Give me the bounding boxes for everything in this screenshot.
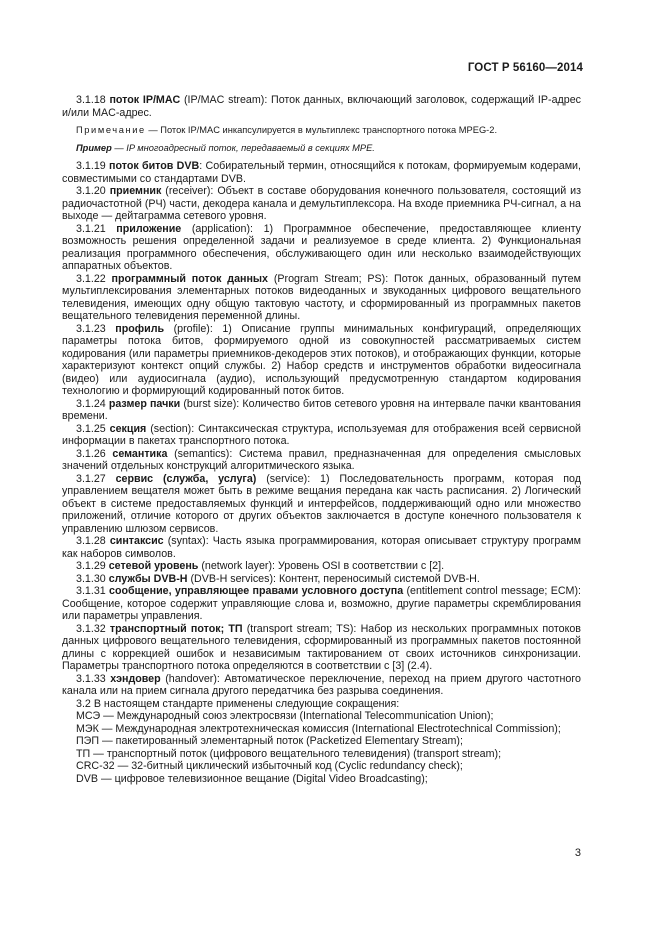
definition-number: 3.1.32 xyxy=(76,622,106,635)
definition-3-1-20 xyxy=(62,185,581,223)
definition-number: 3.1.20 xyxy=(76,185,106,197)
definition-number: 3.1.30 xyxy=(76,572,106,585)
note xyxy=(62,125,581,137)
abbreviations-intro: 3.2 В настоящем стандарте применены следующие сокращения: xyxy=(76,697,400,710)
definition-3-1-33 xyxy=(62,673,581,698)
document-body xyxy=(62,94,581,785)
definition-term: программный поток данных xyxy=(111,272,268,285)
definition-term: сообщение, управляющее правами условного доступа xyxy=(109,585,404,597)
definition-text: (handover): Автоматическое переключение, переход на прием другого частотного канала или на прием сигнала другого передатчика без разрыва соединения. xyxy=(62,672,581,697)
definition-3-1-26 xyxy=(62,448,581,473)
abbreviation-item: DVB — цифровое телевизионное вещание (Digital Video Broadcasting); xyxy=(76,772,428,785)
definition-text: (DVB-H services): Контент, переносимый системой DVB-H. xyxy=(187,572,480,585)
definition-3-1-28 xyxy=(62,535,581,560)
definition-number: 3.1.24 xyxy=(76,397,106,410)
example-label: Пример xyxy=(76,142,112,153)
note-label: Примечание xyxy=(76,125,146,135)
definition-number: 3.1.25 xyxy=(76,422,106,435)
definition-3-1-29 xyxy=(62,560,581,573)
definition-term: сервис (служба, услуга) xyxy=(115,472,257,485)
definition-text: (transport stream; TS): Набор из нескольких программных потоков данных цифрового вещательного телевидения, сформированный из программных пакетов постоянной длины с коррекцией ошибок и независимым тактированием от своих источников синхронизации. Параметры транспортного потока определяются в соответствии с [3] (2.4). xyxy=(62,622,581,672)
definition-number: 3.1.26 xyxy=(76,447,106,460)
definition-term: приложение xyxy=(116,222,182,235)
definition-term: приемник xyxy=(109,185,162,197)
definition-text: (network layer): Уровень OSI в соответствии с [2]. xyxy=(198,560,445,572)
definition-3-1-30 xyxy=(62,573,581,586)
definition-term: семантика xyxy=(112,447,168,460)
definition-3-1-18 xyxy=(62,94,581,119)
definition-text: (syntax): Часть языка программирования, которая описывает структуру программ как наборов символов. xyxy=(62,535,581,560)
example xyxy=(62,143,581,155)
definition-3-1-22 xyxy=(62,273,581,323)
definition-number: 3.1.22 xyxy=(76,272,106,285)
definition-number: 3.1.29 xyxy=(76,560,106,572)
definition-text: (burst size): Количество битов сетевого уровня на интервале пачки квантования времени. xyxy=(62,397,581,422)
definition-text: (receiver): Объект в составе оборудования конечного пользователя, состоящий из радиочастотной (РЧ) части, декодера канала и демультиплексора. На входе приемника РЧ-сигнал, а на выходе — дейтаграмма сетевого уровня. xyxy=(62,185,581,222)
definition-text: (IP/MAC stream): Поток данных, включающий заголовок, содержащий IP-адрес и/или MAC-адрес. xyxy=(62,94,581,119)
definition-term: поток битов DVB xyxy=(109,160,200,172)
definition-term: секция xyxy=(109,422,147,435)
definition-3-1-24 xyxy=(62,398,581,423)
definition-text: : Собирательный термин, относящийся к потокам, формируемым кодерами, совместимыми со стандартами DVB. xyxy=(62,160,581,185)
abbreviations-list xyxy=(62,710,581,785)
definition-text: (Program Stream; PS): Поток данных, образованный путем мультиплексирования элементарных потоков видеоданных и звукоданных цифрового вещательного телевидения, имеющих одну общую тактовую частоту, и сформированный из программных пакетов вещательного телевидения переменной длины. xyxy=(62,272,581,322)
definition-3-1-25 xyxy=(62,423,581,448)
definition-number: 3.1.31 xyxy=(76,585,106,597)
definition-3-1-27 xyxy=(62,473,581,536)
definition-term: службы DVB-H xyxy=(108,572,188,585)
definition-3-1-21 xyxy=(62,223,581,273)
definition-text: (entitlement control message; ECM): Сообщение, которое содержит управляющие слова и, возможно, другие параметры скремблирования или параметры управления. xyxy=(62,585,581,622)
definition-text: (service): 1) Последовательность программ, которая под управлением вещателя может быть в режиме вещания передана как часть расписания. 2) Логический объект в системе предоставляемых функций и интерфейсов, поддерживающий одно или множество приложений, отличие которого от других объектов заключается в доступе конечного пользователя к управлению шлюзом сервисов. xyxy=(62,472,581,535)
definition-term: размер пачки xyxy=(108,397,181,410)
definition-text: (profile): 1) Описание группы минимальных конфигураций, определяющих параметры потока битов, формируемого одной из совокупностей рассматриваемых систем кодирования (или параметры приемников-декодеров этих потоков), и отображающих функции, которые характеризуют контекст опций службы. 2) Набор средств и инструментов обработки видеосигнала (видео) или аудиосигнала (аудио), использующий предусмотренную стандартом кодирования технологию и формирующий кодированный поток битов. xyxy=(62,322,581,397)
abbreviation-item: ТП — транспортный поток (цифрового вещательного телевидения) (transport stream); xyxy=(76,747,502,760)
definition-number: 3.1.23 xyxy=(76,322,106,335)
definition-number: 3.1.18 xyxy=(76,94,106,106)
abbreviation-item: CRC-32 — 32-битный циклический избыточный код (Cyclic redundancy check); xyxy=(76,760,463,772)
abbreviation-item: МСЭ — Международный союз электросвязи (International Telecommunication Union); xyxy=(76,710,494,722)
definition-number: 3.1.28 xyxy=(76,535,106,547)
abbreviation-item: МЭК — Международная электротехническая комиссия (International Electrotechnical Commission); xyxy=(76,722,561,735)
definition-number: 3.1.33 xyxy=(76,672,106,685)
page-number: 3 xyxy=(574,847,581,859)
definition-term: поток IP/MAC xyxy=(109,94,181,106)
definition-term: профиль xyxy=(115,322,165,335)
definition-3-1-32 xyxy=(62,623,581,673)
definition-text: (section): Синтаксическая структура, используемая для отображения всей сервисной информации в пакетах транспортного потока. xyxy=(62,422,581,447)
definition-3-1-19 xyxy=(62,160,581,185)
definition-term: хэндовер xyxy=(110,672,161,685)
definition-term: сетевой уровень xyxy=(108,560,199,572)
definition-text: (application): 1) Программное обеспечение, предоставляющее клиенту возможность решения определенной задачи и реализуемое в среде клиента. 2) Функциональная реализация программного обеспечения, обслуживающего один или несколько взаимодействующих аппаратных объектов. xyxy=(62,222,581,272)
note-text: — Поток IP/MAC инкапсулируется в мультиплекс транспортного потока MPEG-2. xyxy=(145,125,498,135)
definition-3-1-31 xyxy=(62,585,581,623)
definition-text: (semantics): Система правил, предназначенная для определения смысловых значений отдельных конструкций алгоритмического языка. xyxy=(62,447,581,472)
document-header: ГОСТ Р 56160—2014 xyxy=(467,62,583,74)
definition-number: 3.1.19 xyxy=(76,160,106,172)
abbreviation-item: ПЭП — пакетированный элементарный поток (Packetized Elementary Stream); xyxy=(76,735,463,747)
definition-term: транспортный поток; ТП xyxy=(109,622,243,635)
definition-term: синтаксис xyxy=(109,535,164,547)
definition-number: 3.1.21 xyxy=(76,222,106,235)
definition-3-1-23 xyxy=(62,323,581,398)
example-text: — IP многоадресный поток, передаваемый в секциях MPE. xyxy=(111,142,375,153)
definition-number: 3.1.27 xyxy=(76,472,106,485)
